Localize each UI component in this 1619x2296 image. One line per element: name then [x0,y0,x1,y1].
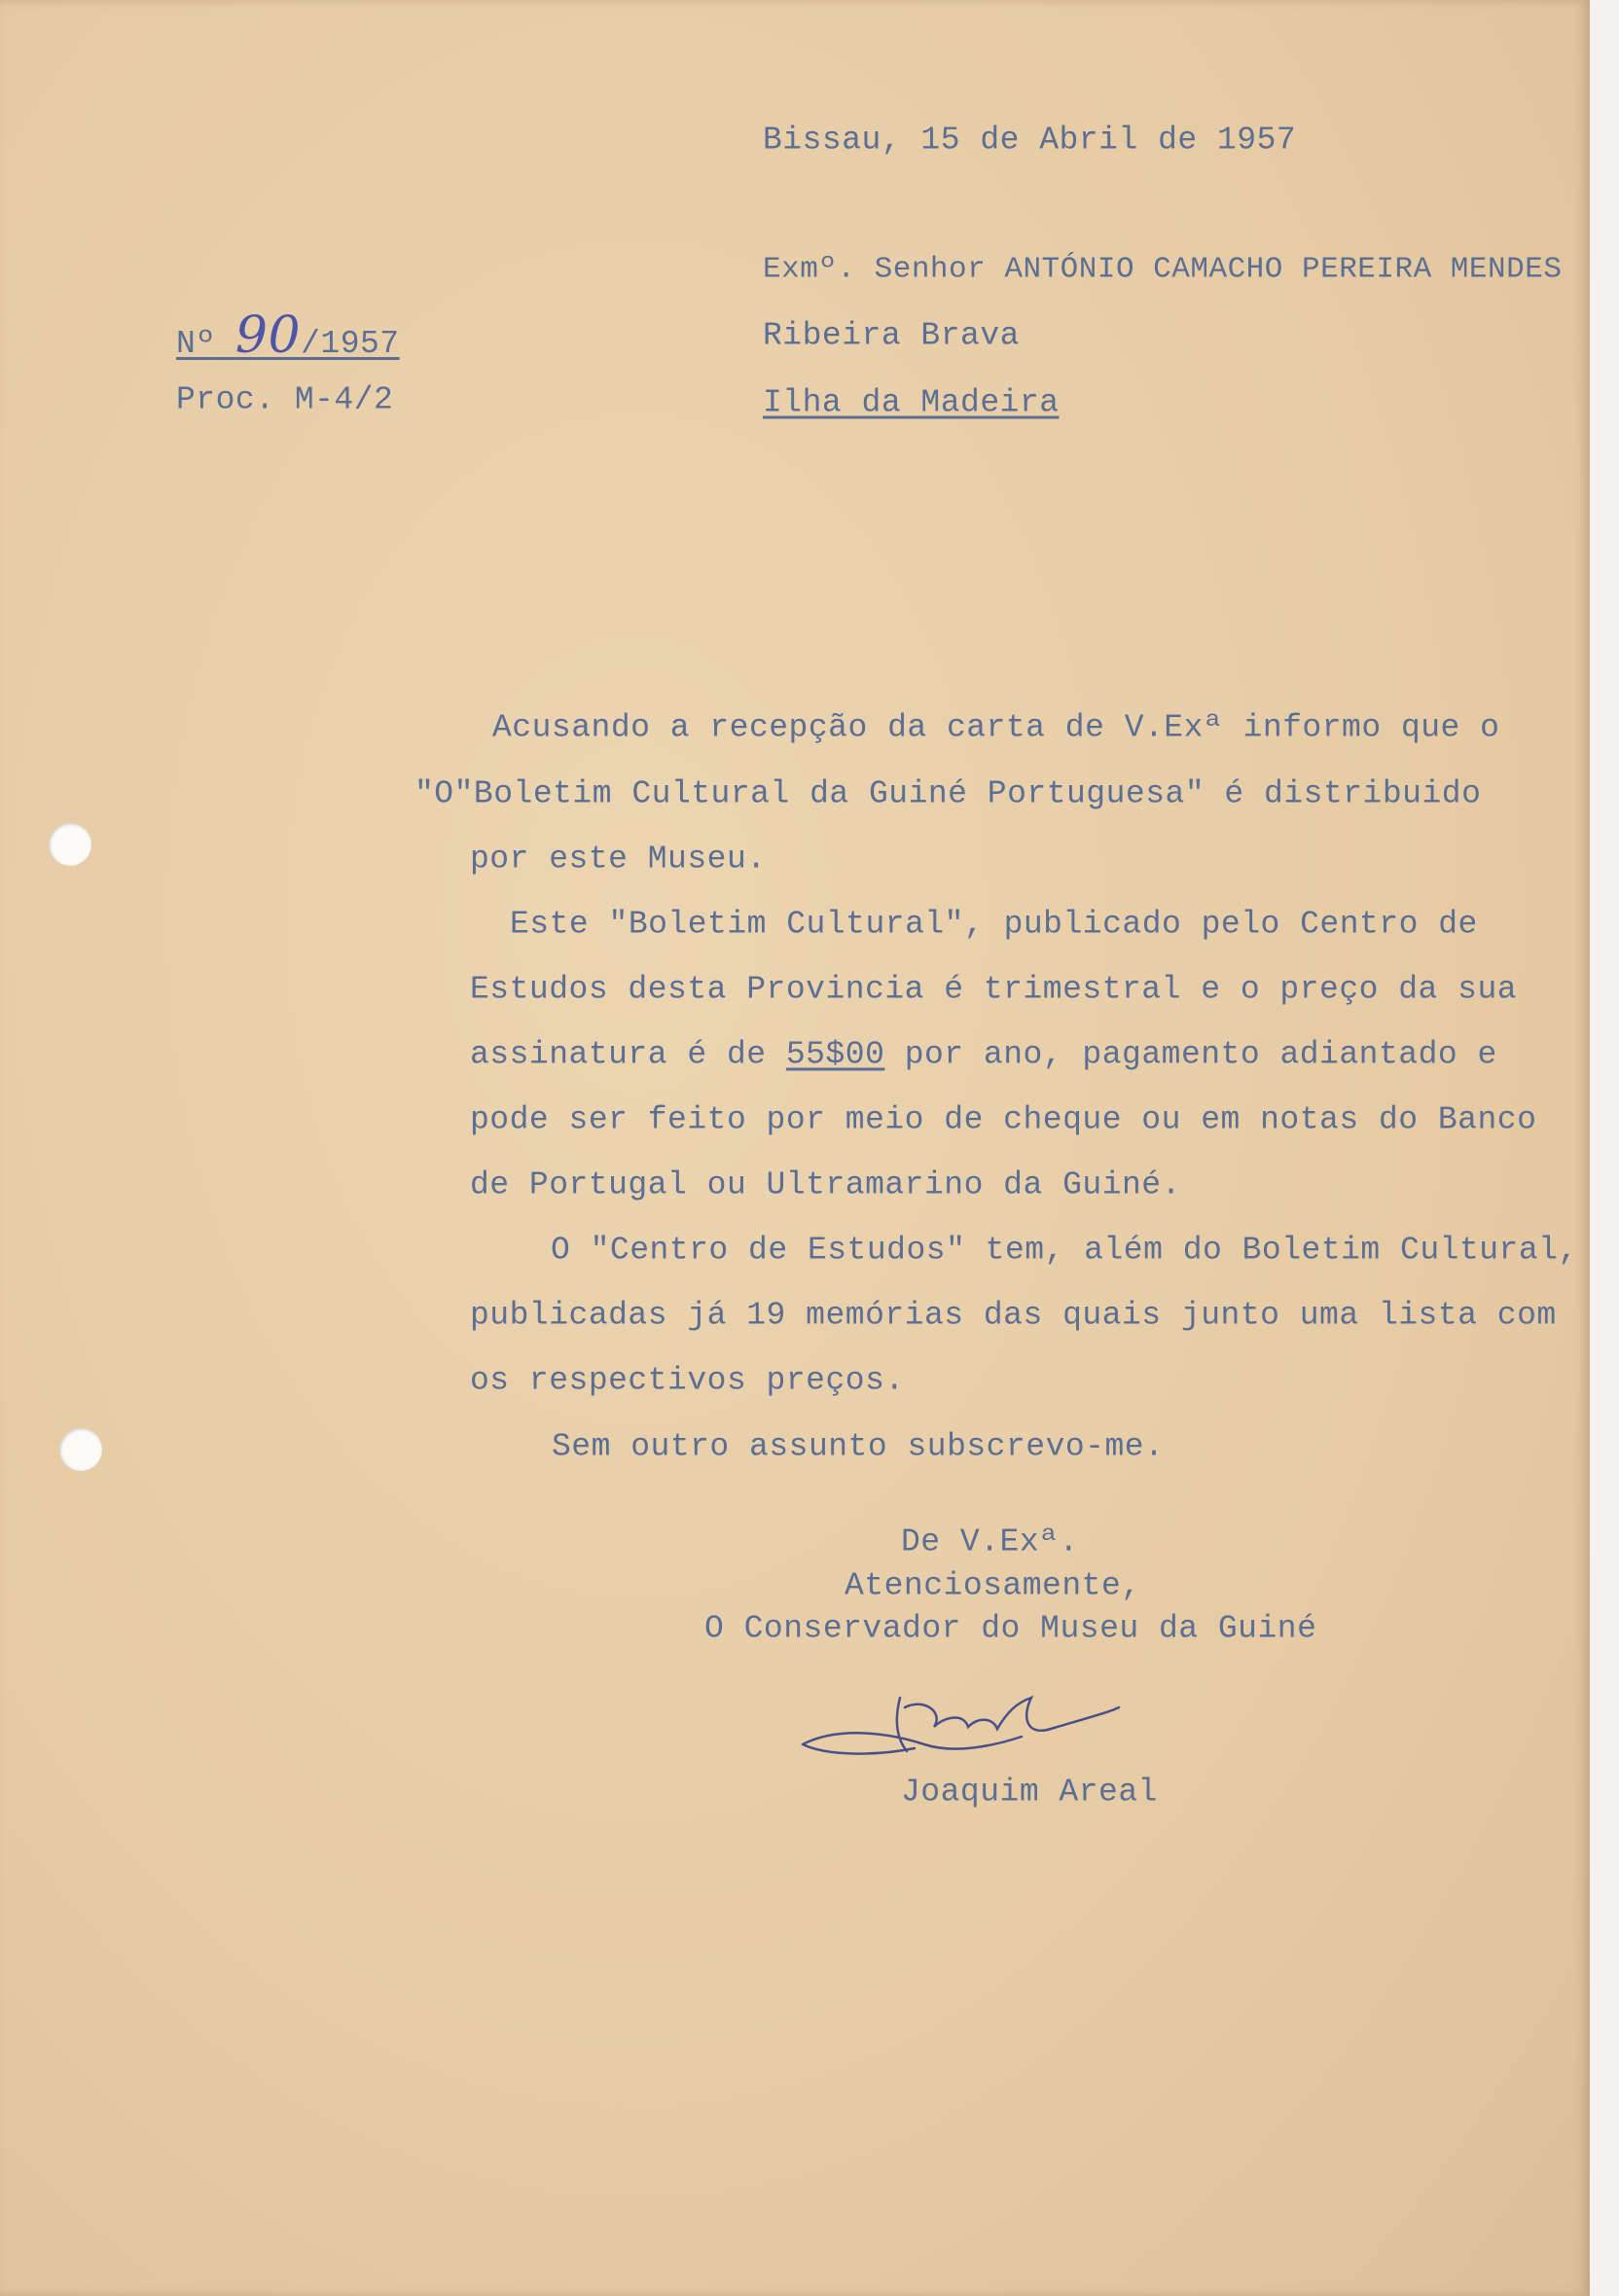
body-line: Este "Boletim Cultural", publicado pelo Centro de [510,906,1478,943]
body-line: "O"Boletim Cultural da Guiné Portuguesa" é distribuido [414,775,1482,812]
punch-hole [49,823,91,866]
ref-number-handwritten: 90 [234,306,302,365]
body-line: Acusando a recepção da carta de V.Exª informo que o [492,709,1500,746]
body-line: de Portugal ou Ultramarino da Guiné. [470,1166,1181,1203]
body-line: por este Museu. [470,841,767,878]
process-number: Proc. M-4/2 [176,381,394,418]
signatory-name: Joaquim Areal [901,1774,1158,1811]
recipient-island: Ilha da Madeira [763,384,1060,421]
closing-line: Atenciosamente, [845,1567,1141,1604]
body-line: os respectivos preços. [470,1362,905,1399]
recipient-place: Ribeira Brava [763,317,1020,354]
ref-year: /1957 [301,326,400,362]
date-line: Bissau, 15 de Abril de 1957 [763,122,1297,159]
ref-prefix: Nº [176,326,216,362]
body-line: pode ser feito por meio de cheque ou em notas do Banco [470,1101,1537,1138]
price-before: assinatura é de [470,1036,786,1073]
body-line: O "Centro de Estudos" tem, além do Boletim Cultural, [551,1232,1578,1269]
signature [798,1659,1129,1766]
punch-hole [59,1428,102,1471]
recipient-name: Exmº. Senhor ANTÓNIO CAMACHO PEREIRA MENDES [763,252,1563,287]
body-line: Estudos desta Provincia é trimestral e o preço da sua [470,971,1518,1008]
body-line-price [470,1036,1497,1073]
body-line: publicadas já 19 memórias das quais junto uma lista com [470,1297,1557,1334]
body-line: Sem outro assunto subscrevo-me. [552,1428,1165,1465]
subscription-price: 55$00 [785,1036,885,1073]
closing-title: O Conservador do Museu da Guiné [704,1610,1317,1647]
closing-line: De V.Exª. [901,1524,1079,1561]
price-after: por ano, pagamento adiantado e [884,1036,1497,1073]
reference-number [176,306,400,365]
